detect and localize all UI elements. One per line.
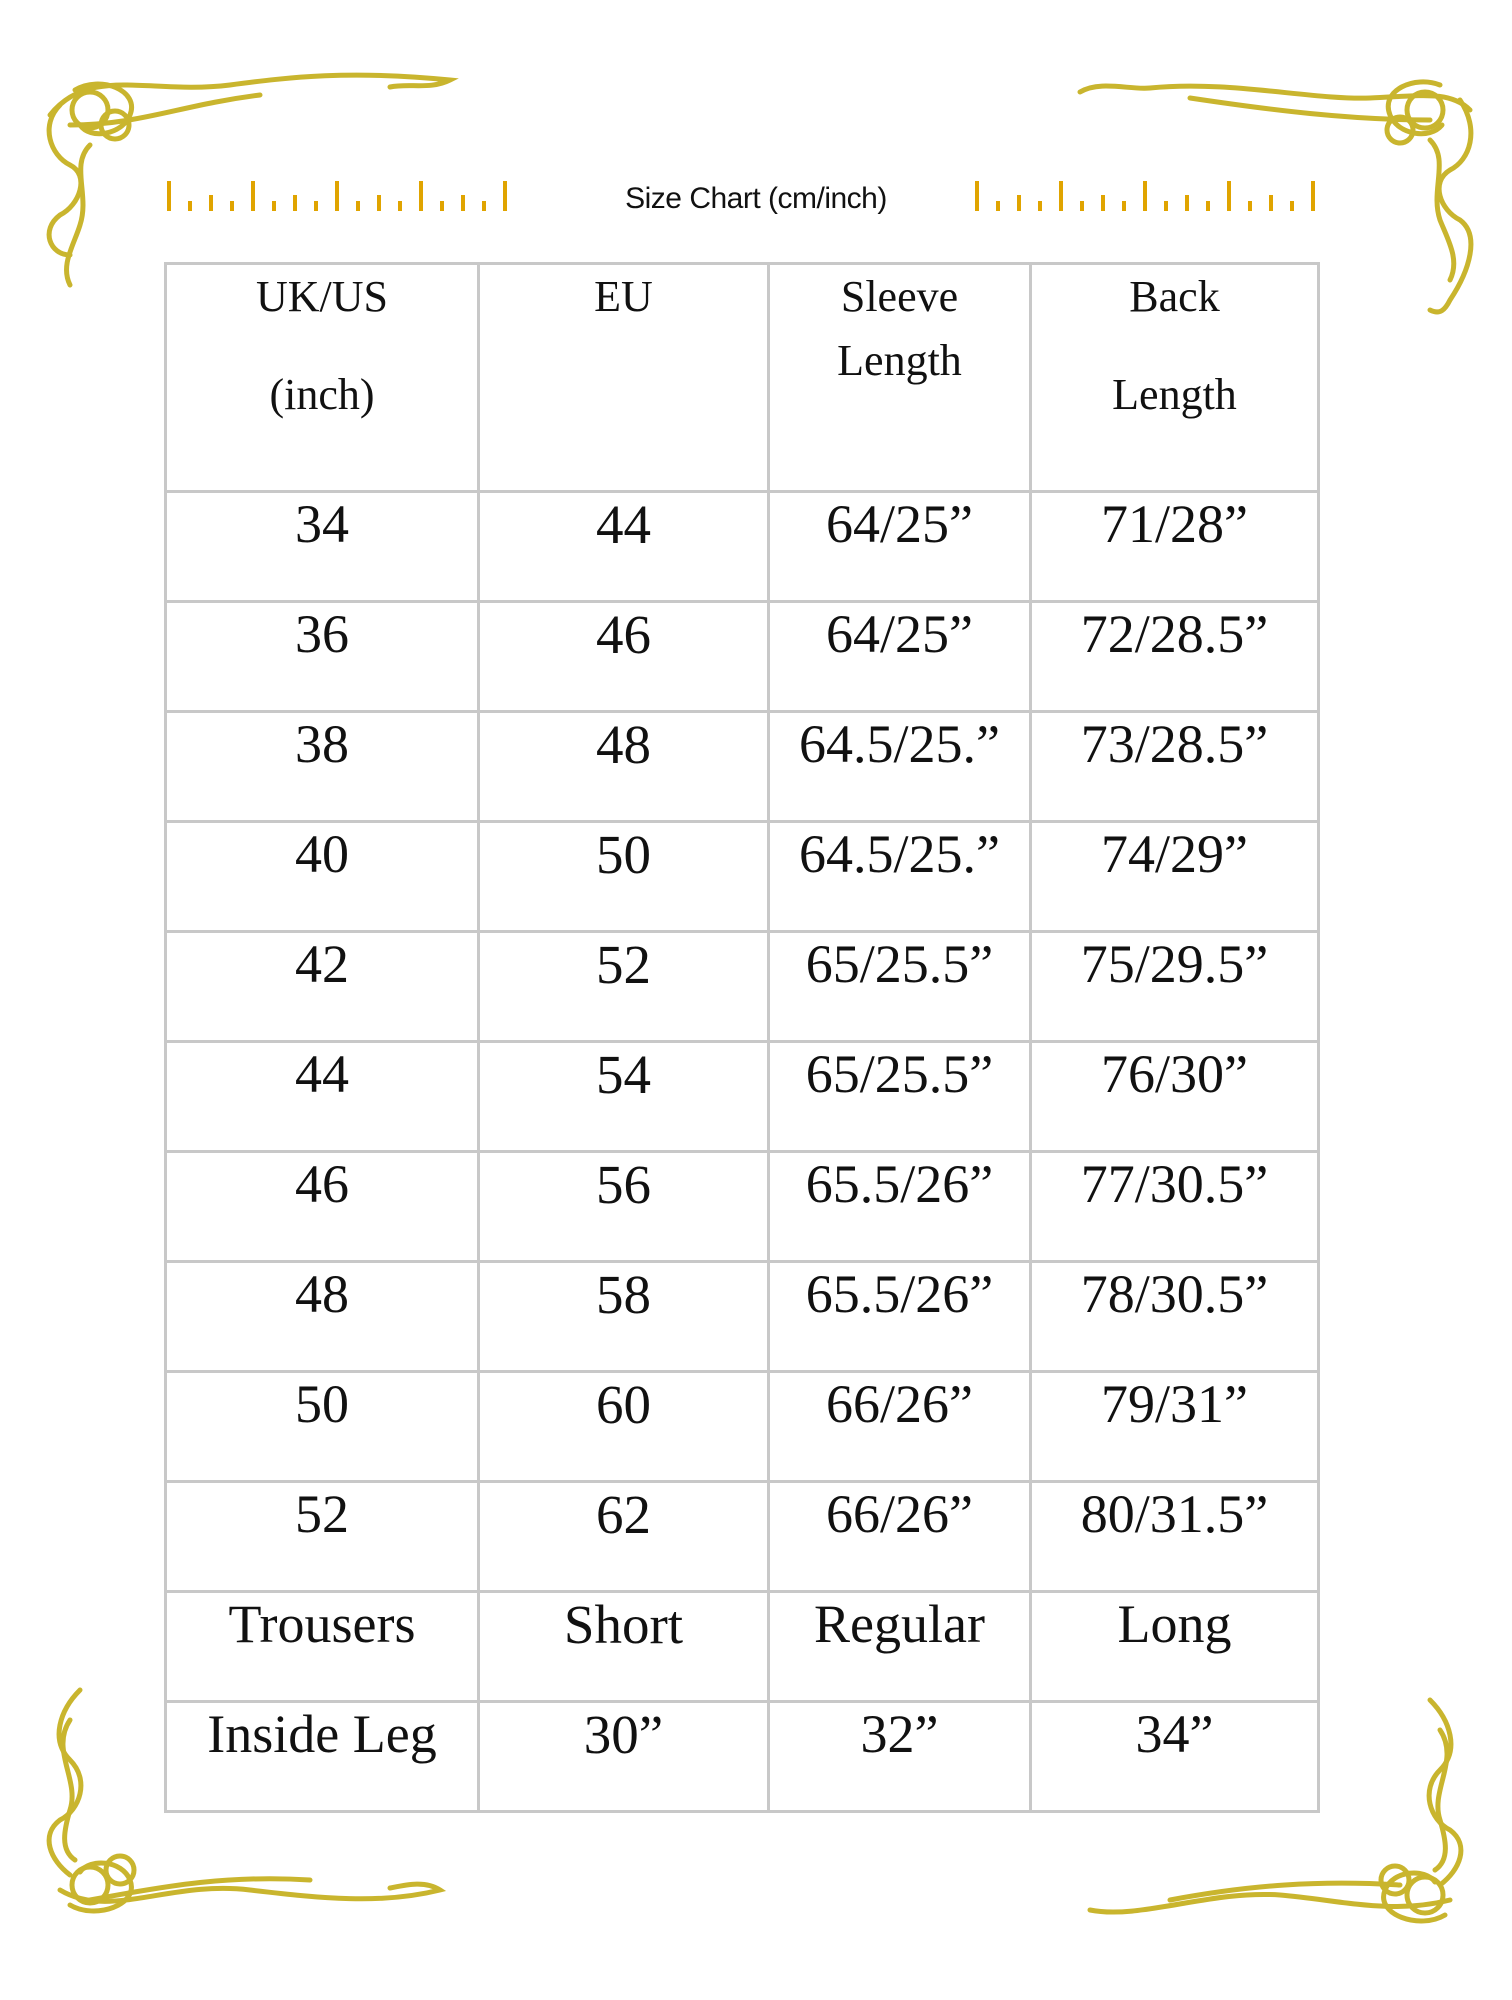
table-row (166, 712, 1319, 822)
cell-sleeve-length: 65.5/26” (769, 1262, 1031, 1372)
cell-eu: 54 (479, 1042, 769, 1152)
column-header-line2: Length (837, 336, 962, 385)
cell-sleeve-length: Regular (769, 1592, 1031, 1702)
cell-back-length: 80/31.5” (1031, 1482, 1319, 1592)
table-row (166, 492, 1319, 602)
cell-eu: 52 (479, 932, 769, 1042)
cell-eu: 30” (479, 1702, 769, 1812)
cell-ukus: 42 (166, 932, 479, 1042)
cell-eu: 62 (479, 1482, 769, 1592)
cell-back-length: 77/30.5” (1031, 1152, 1319, 1262)
cell-ukus: 44 (166, 1042, 479, 1152)
cell-ukus: 40 (166, 822, 479, 932)
cell-ukus: 34 (166, 492, 479, 602)
column-header-line1: UK/US (255, 272, 389, 321)
table-row (166, 932, 1319, 1042)
column-header-ukus (166, 264, 479, 492)
cell-sleeve-length: 64.5/25.” (769, 822, 1031, 932)
cell-sleeve-length: 65.5/26” (769, 1152, 1031, 1262)
cell-eu: 58 (479, 1262, 769, 1372)
column-header-line1: Back (1129, 272, 1220, 321)
cell-ukus: 46 (166, 1152, 479, 1262)
cell-back-length: Long (1031, 1592, 1319, 1702)
cell-back-length: 34” (1031, 1702, 1319, 1812)
column-header-sleeve-length (769, 264, 1031, 492)
cell-sleeve-length: 32” (769, 1702, 1031, 1812)
cell-sleeve-length: 66/26” (769, 1372, 1031, 1482)
cell-ukus: 36 (166, 602, 479, 712)
cell-back-length: 71/28” (1031, 492, 1319, 602)
column-header-eu (479, 264, 769, 492)
table-row (166, 1042, 1319, 1152)
cell-back-length: 73/28.5” (1031, 712, 1319, 822)
cell-sleeve-length: 64/25” (769, 492, 1031, 602)
table-row (166, 602, 1319, 712)
cell-sleeve-length: 66/26” (769, 1482, 1031, 1592)
cell-sleeve-length: 65/25.5” (769, 1042, 1031, 1152)
cell-ukus: 48 (166, 1262, 479, 1372)
table-row (166, 1482, 1319, 1592)
cell-eu: 50 (479, 822, 769, 932)
size-table (164, 262, 1320, 1813)
cell-eu: Short (479, 1592, 769, 1702)
cell-ukus: 52 (166, 1482, 479, 1592)
cell-sleeve-length: 64.5/25.” (769, 712, 1031, 822)
cell-sleeve-length: 65/25.5” (769, 932, 1031, 1042)
cell-back-length: 72/28.5” (1031, 602, 1319, 712)
column-header-back-length (1031, 264, 1319, 492)
cell-eu: 56 (479, 1152, 769, 1262)
cell-ukus: 50 (166, 1372, 479, 1482)
cell-ukus: Trousers (166, 1592, 479, 1702)
cell-back-length: 75/29.5” (1031, 932, 1319, 1042)
table-row (166, 1262, 1319, 1372)
column-header-line2: Length (1112, 370, 1237, 419)
cell-eu: 46 (479, 602, 769, 712)
table-header-row (166, 264, 1319, 492)
cell-eu: 60 (479, 1372, 769, 1482)
cell-back-length: 76/30” (1031, 1042, 1319, 1152)
table-row (166, 822, 1319, 932)
cell-eu: 44 (479, 492, 769, 602)
table-row (166, 1152, 1319, 1262)
page-title: Size Chart (cm/inch) (625, 182, 887, 215)
cell-back-length: 79/31” (1031, 1372, 1319, 1482)
table-row (166, 1592, 1319, 1702)
table-row (166, 1702, 1319, 1812)
cell-back-length: 78/30.5” (1031, 1262, 1319, 1372)
column-header-line2: (inch) (269, 370, 375, 419)
cell-eu: 48 (479, 712, 769, 822)
cell-back-length: 74/29” (1031, 822, 1319, 932)
cell-ukus: Inside Leg (166, 1702, 479, 1812)
cell-ukus: 38 (166, 712, 479, 822)
table-row (166, 1372, 1319, 1482)
cell-sleeve-length: 64/25” (769, 602, 1031, 712)
column-header-line1: Sleeve (840, 272, 959, 321)
column-header-line1: EU (594, 272, 653, 321)
